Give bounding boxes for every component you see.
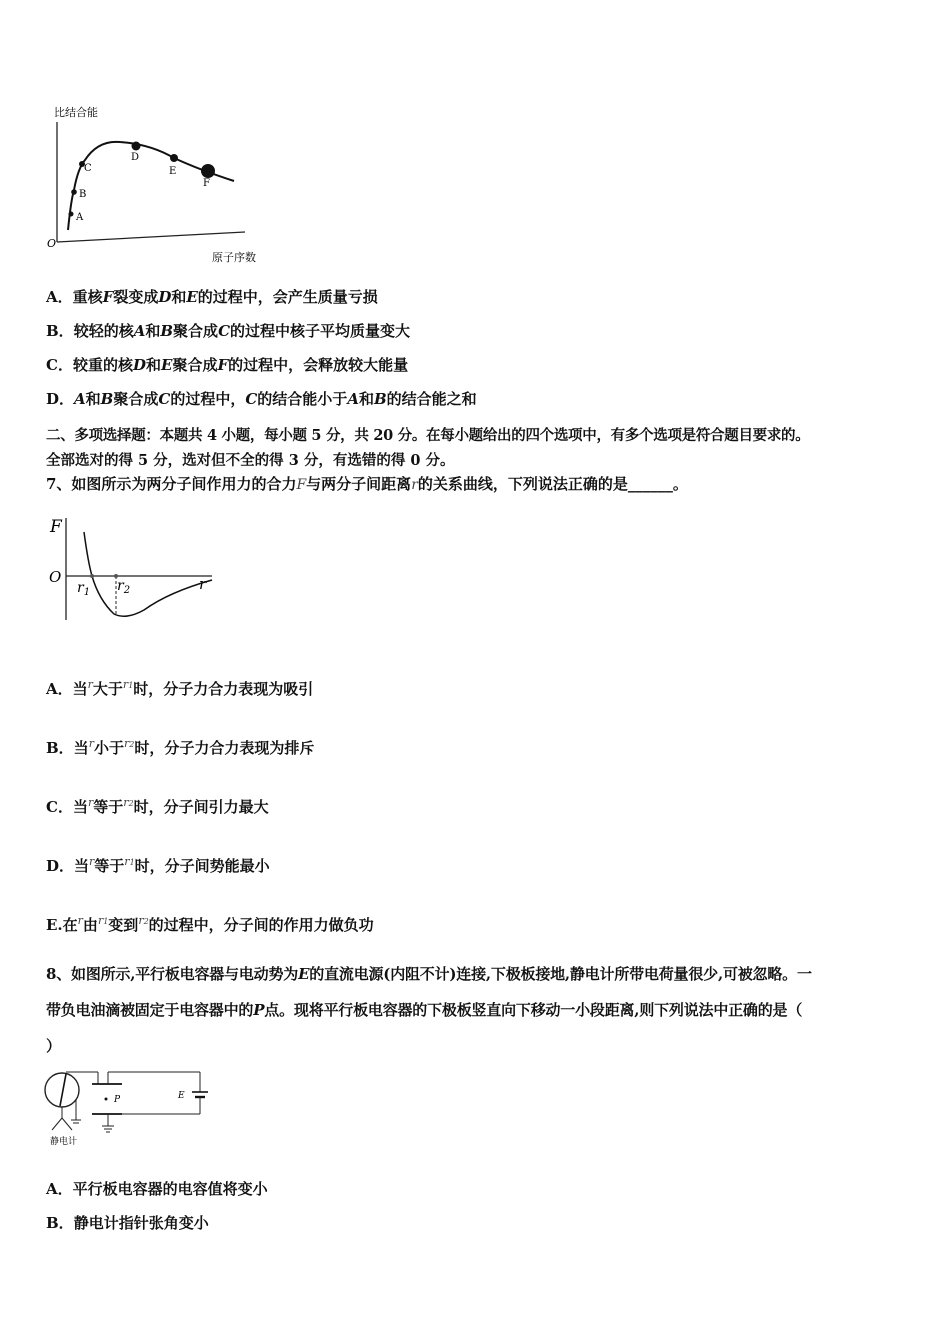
- var: B: [100, 390, 114, 408]
- text: 等于: [94, 857, 125, 875]
- var: D: [158, 288, 172, 306]
- text: E.在: [46, 916, 78, 934]
- electrometer-needle: [60, 1074, 66, 1106]
- q7-option-e: [46, 914, 374, 935]
- figure1-label-b: B: [79, 189, 87, 200]
- figure1-label-d: D: [131, 152, 140, 163]
- electrometer-leg-left: [52, 1118, 62, 1130]
- figure2-origin-label: O: [49, 568, 62, 586]
- figure1-label-f: F: [203, 178, 210, 189]
- var: C: [218, 322, 231, 340]
- figure2-curve: [84, 532, 212, 616]
- figure1-point-f: [201, 164, 215, 178]
- var: r: [123, 737, 130, 750]
- section2-line1: 二、多项选择题：本题共 4 小题，每小题 5 分，共 20 分。在每小题给出的四个选项中，有多个选项是符合题目要求的。: [46, 427, 810, 444]
- var-sub: 1: [103, 917, 109, 926]
- option-label: A．: [46, 288, 73, 306]
- text: 的过程中，分子间的作用力做负功: [148, 916, 374, 934]
- text: 时，分子力合力表现为吸引: [133, 680, 314, 698]
- var: E: [161, 356, 173, 374]
- point-p-label: P: [114, 1095, 121, 1105]
- var: E: [186, 288, 198, 306]
- figure1-point-b: [71, 189, 77, 195]
- text: 和: [85, 390, 101, 408]
- var: P: [253, 1001, 265, 1019]
- var: B: [373, 390, 387, 408]
- var: r: [124, 855, 130, 868]
- var-sub: 2: [143, 917, 149, 926]
- text: 较重的核: [72, 356, 133, 374]
- var: F: [217, 356, 229, 374]
- var: r: [89, 855, 95, 868]
- binding-energy-figure: [40, 100, 280, 270]
- capacitor-circuit-figure: [40, 1062, 215, 1150]
- option-label: A．: [46, 1180, 73, 1198]
- text: 聚合成: [172, 356, 218, 374]
- text: 小于: [93, 739, 124, 757]
- option-text: 平行板电容器的电容值将变小: [72, 1180, 268, 1198]
- electrometer-label: 静电计: [50, 1137, 78, 1147]
- figure2-r-label: r: [199, 575, 207, 593]
- var: B: [160, 322, 174, 340]
- q6-option-c: [46, 354, 408, 375]
- text: 带负电油滴被固定于电容器中的: [46, 1001, 254, 1019]
- option-label: D．: [46, 390, 75, 408]
- text: D．当: [46, 857, 90, 875]
- text: 时，分子间势能最小: [134, 857, 270, 875]
- var: A: [347, 390, 359, 408]
- text: 和: [171, 288, 187, 306]
- option-label: B．: [46, 1214, 74, 1232]
- var: D: [132, 356, 146, 374]
- text: 变到: [108, 916, 139, 934]
- var-sub: 2: [129, 740, 135, 749]
- text: 和: [145, 322, 161, 340]
- oil-drop-point: [105, 1098, 108, 1101]
- text: 重核: [72, 288, 103, 306]
- var-sub: 1: [129, 858, 135, 867]
- text: A．当: [46, 680, 88, 698]
- q7-stem: [46, 473, 688, 494]
- text: 的过程中核子平均质量变大: [230, 322, 411, 340]
- q7-option-d: [46, 855, 270, 876]
- electrometer-body: [45, 1073, 79, 1107]
- q8-line1: [46, 963, 812, 984]
- text: 裂变成: [113, 288, 159, 306]
- text: C．当: [46, 798, 88, 816]
- var: r: [87, 796, 94, 809]
- text: 的关系曲线，下列说法正确的是______。: [417, 475, 688, 493]
- var: r: [88, 737, 94, 750]
- q6-option-d: [46, 388, 477, 409]
- section2-line2: 全部选对的得 5 分，选对但不全的得 3 分，有选错的得 0 分。: [46, 452, 455, 469]
- figure2-f-label: F: [50, 517, 62, 537]
- option-text: 静电计指针张角变小: [73, 1214, 209, 1232]
- text: 的直流电源(内阻不计)连接,下极板接地,静电计所带电荷量很少,可被忽略。一: [309, 965, 812, 983]
- q8-option-b: [46, 1212, 209, 1233]
- text: 的结合能之和: [386, 390, 477, 408]
- q8-option-a: [46, 1178, 268, 1199]
- text: 的过程中，会释放较大能量: [228, 356, 409, 374]
- molecular-force-figure: [44, 512, 224, 627]
- figure2-r1-label: $r_1$: [77, 580, 91, 598]
- text: 等于: [93, 798, 124, 816]
- figure1-x-axis: [57, 232, 245, 242]
- figure1-point-a: [69, 212, 74, 217]
- var-r: r: [411, 477, 418, 493]
- text: 聚合成: [113, 390, 159, 408]
- figure2-r2-label: $r_2$: [117, 578, 131, 596]
- q8-line3: ）: [46, 1037, 62, 1055]
- text: 的过程中，会产生质量亏损: [197, 288, 378, 306]
- text: 大于: [92, 680, 123, 698]
- var: C: [245, 390, 258, 408]
- text: 的过程中，: [170, 390, 246, 408]
- figure1-origin: O: [47, 237, 57, 250]
- electrometer-leg-right: [62, 1118, 72, 1130]
- text: 聚合成: [173, 322, 219, 340]
- figure1-label-a: A: [76, 212, 84, 223]
- var-sub: 2: [128, 799, 134, 808]
- text: 与两分子间距离: [306, 475, 412, 493]
- text: 7、如图所示为两分子间作用力的合力: [46, 475, 297, 493]
- figure1-point-d: [132, 142, 141, 151]
- var: r: [123, 796, 129, 809]
- var: r: [77, 914, 83, 927]
- figure2-r1-point: [90, 574, 94, 578]
- option-label: B．: [46, 322, 74, 340]
- emf-label: E: [178, 1091, 185, 1101]
- q7-option-a: [46, 678, 313, 699]
- figure1-xlabel: 原子序数: [212, 251, 256, 264]
- var: C: [158, 390, 171, 408]
- var: r: [97, 914, 104, 927]
- q7-option-c: [46, 796, 269, 817]
- figure1-point-e: [170, 154, 178, 162]
- figure1-label-e: E: [169, 166, 177, 177]
- q6-option-b: [46, 320, 410, 341]
- var: r: [87, 678, 93, 691]
- q6-option-a: [46, 286, 378, 307]
- text: 8、如图所示,平行板电容器与电动势为: [46, 965, 299, 983]
- text: 和: [358, 390, 374, 408]
- option-label: C．: [46, 356, 73, 374]
- text: 的结合能小于: [257, 390, 348, 408]
- var: r: [138, 914, 144, 927]
- q7-option-b: [46, 737, 314, 758]
- text: 点。现将平行板电容器的下极板竖直向下移动一小段距离,则下列说法中正确的是（: [264, 1001, 803, 1019]
- text: 由: [82, 916, 98, 934]
- var: E: [298, 965, 310, 983]
- var-F: F: [296, 477, 307, 493]
- text: 和: [145, 356, 161, 374]
- text: B．当: [46, 739, 89, 757]
- q8-line2: [46, 999, 802, 1020]
- var: A: [74, 390, 86, 408]
- var-sub: 1: [128, 681, 134, 690]
- text: 时，分子间引力最大: [133, 798, 269, 816]
- text: 时，分子力合力表现为排斥: [134, 739, 315, 757]
- var: A: [133, 322, 146, 340]
- var: r: [122, 678, 129, 691]
- figure1-label-c: C: [84, 163, 92, 174]
- figure1-ylabel: 比结合能: [54, 106, 98, 119]
- text: 较轻的核: [73, 322, 134, 340]
- var: F: [102, 288, 114, 306]
